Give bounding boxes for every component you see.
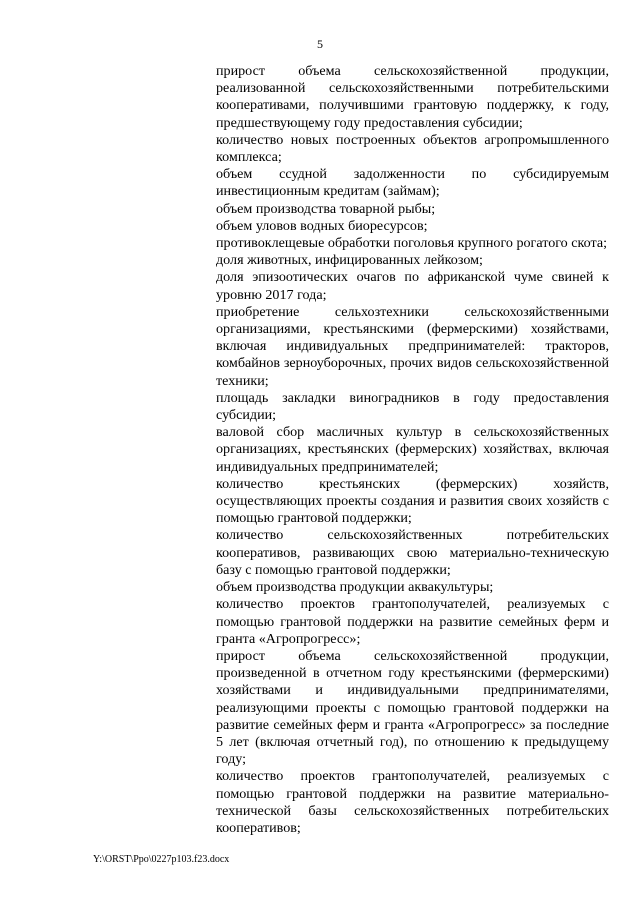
page-number: 5 [317,37,323,51]
list-item: количество сельскохозяйственных потребительских кооперативов, развивающих свою материально-техническую базу с помощью грантовой поддержки; [216,527,609,578]
list-item: количество новых построенных объектов агропромышленного комплекса; [216,131,609,166]
list-item: объем производства продукции аквакультуры; [216,579,494,596]
list-item: объем производства товарной рыбы; [216,200,436,217]
list-item: количество крестьянских (фермерских) хозяйств, осуществляющих проекты создания и развития своих хозяйств с помощью грантовой поддержки; [216,475,609,527]
footer-file-path: Y:\ORST\Ppo\0227p103.f23.docx [93,854,230,865]
list-item: количество проектов грантополучателей, реализуемых с помощью грантовой поддержки на развитие семейных ферм и гранта «Агропрогресс»; [216,596,609,647]
list-item: объем ссудной задолженности по субсидируемым инвестиционным кредитам (займам); [216,166,609,200]
list-item: площадь закладки виноградников в году предоставления субсидии; [216,389,609,424]
list-item: валовой сбор масличных культур в сельскохозяйственных организациях, крестьянских (фермерских) хозяйствах, включая индивидуальных предпринимателей; [216,424,609,475]
indicator-list [216,63,609,837]
list-item: приобретение сельхозтехники сельскохозяйственными организациями, крестьянскими (фермерскими) хозяйствами, включая индивидуальных предпринимателей: тракторов, комбайнов зерноуборочных, прочих видов сельскохозяйственной техники; [216,303,609,389]
list-item: объем уловов водных биоресурсов; [216,217,428,234]
list-item: доля эпизоотических очагов по африканской чуме свиней к уровню 2017 года; [216,269,609,303]
list-item: противоклещевые обработки поголовья крупного рогатого скота; [216,235,607,252]
list-item: доля животных, инфицированных лейкозом; [216,252,483,269]
list-item: прирост объема сельскохозяйственной продукции, реализованной сельскохозяйственными потребительскими кооперативами, получившими грантовую поддержку, к году, предшествующему году предоставления субсидии; [216,63,609,131]
list-item: количество проектов грантополучателей, реализуемых с помощью грантовой поддержки на развитие материально-технической базы сельскохозяйственных потребительских кооперативов; [216,768,609,836]
list-item: прирост объема сельскохозяйственной продукции, произведенной в отчетном году крестьянскими (фермерскими) хозяйствами и индивидуальными предпринимателями, реализующими проекты с помощью грантовой поддержки на развитие семейных ферм и гранта «Агропрогресс» за последние 5 лет (включая отчетный год), по отношению к предыдущему году; [216,647,609,768]
